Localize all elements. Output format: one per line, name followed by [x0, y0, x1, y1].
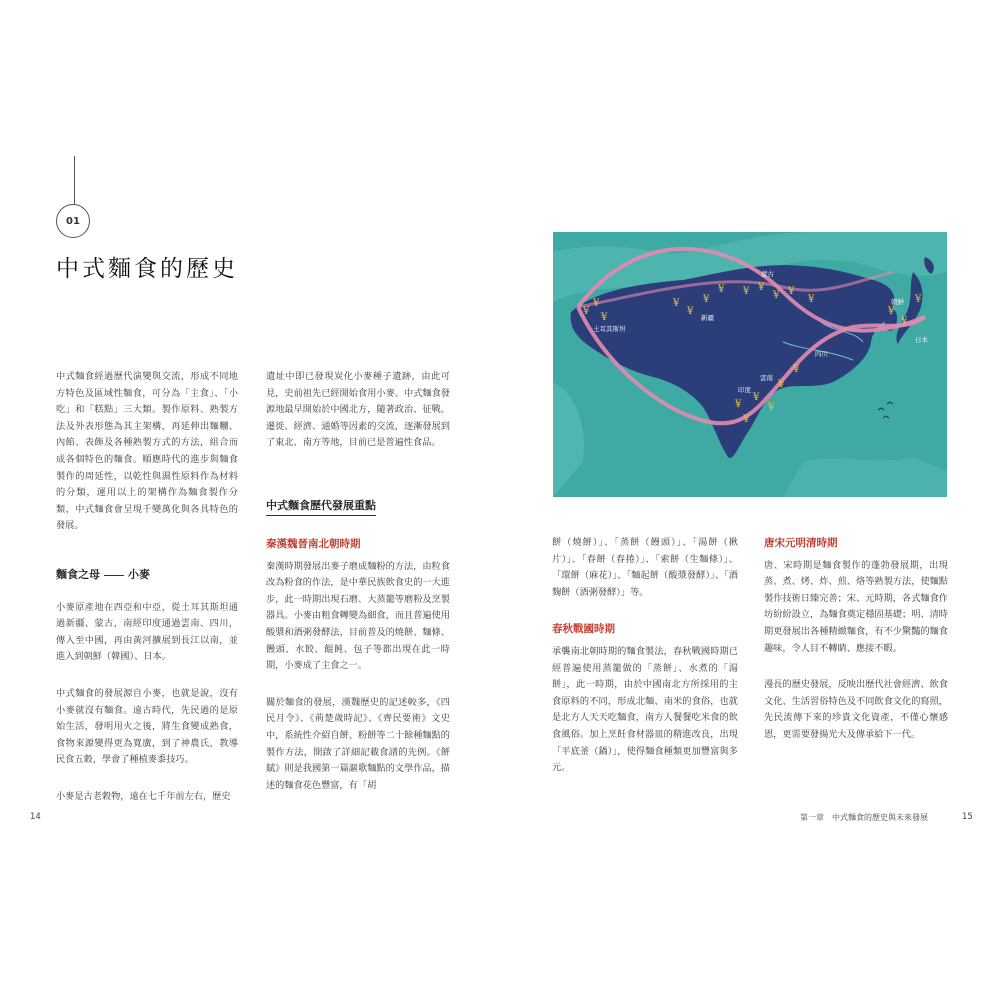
left-column-1 — [56, 369, 238, 825]
wheat-icon: ¥ — [901, 316, 908, 327]
running-footer: 第一章 中式麵食的歷史與未來發展 — [800, 813, 928, 822]
period-heading: 春秋戰國時期 — [552, 623, 615, 636]
wheat-icon: ¥ — [735, 399, 742, 410]
paragraph: 唐、宋時期是麵食製作的蓬勃發展期，出現蒸、煮、烤、炸、煎、烙等熟製方法，使麵點製作技術日臻完善；宋、元時期，各式麵食作坊紛紛設立，為麵食奠定穩固基礎；明、清時期更發展出各種精緻麵食，有不少驚豔的麵食趣味，令人目不轉睛、應接不暇。 — [764, 559, 948, 654]
map-label-mongolia: 蒙古 — [761, 270, 774, 278]
paragraph: 遺址中即已發現炭化小麥種子遺跡，由此可見，史前祖先已經開始食用小麥。中式麵食發源地最早開始於中國北方，隨著政治、征戰、遷徙、經濟、通婚等因素的交流，逐漸發展到了東北、南方等地，目前已是普遍性食品。 — [266, 371, 450, 449]
south-land — [783, 457, 947, 497]
map-label-sichuan: 四川 — [815, 350, 828, 358]
left-column-2-lower — [266, 536, 450, 814]
wheat-icon: ¥ — [743, 414, 750, 425]
wheat-icon: ¥ — [703, 294, 710, 305]
chapter-title: 中式麵食的歷史 — [56, 256, 238, 282]
right-column-1 — [552, 535, 738, 797]
chapter-divider-line — [74, 156, 75, 204]
intro-paragraph: 中式麵食經過歷代演變與交流，形成不同地方特色及區域性麵食，可分為「主食」、「小吃」和「糕點」三大類。製作原料、熟製方法及外表形態為其主架構，再延伸出麵糰、內餡、表飾及各種熟製方式的方法，組合而成各個特色的麵食。順應時代的進步與麵食製作的周延性，以乾性與濕性原料作為材料的分類，運用以上的架構作為麵食製作分類，中式麵食會呈現千變萬化與各具特色的發展。 — [56, 371, 238, 532]
map-label-yunnan: 雲南 — [760, 374, 773, 382]
paragraph: 承襲南北朝時期的麵食製法，春秋戰國時期已經普遍使用蒸籠做的「蒸餅」、水煮的「湯餅」，此一時期，由於中國南北方所採用的主食原料的不同，形成北麵、南米的食俗，也就是北方人天天吃麵食，南方人餐餐吃米食的飲食風俗。加上烹飪食材器皿的精進改良，出現「平底釜（鍋）」，使得麵食種類更加豐富與多元。 — [552, 645, 738, 774]
paragraph: 中式麵食的發展源自小麥，也就是說，沒有小麥就沒有麵食。遠古時代，先民過的是原始生活，發明用火之後，將生食變成熟食，食物來源變得更為寬廣，到了神農氏，教導民食五穀，學會了種植麥黍技巧。 — [56, 687, 238, 766]
section-heading-part-b: 小麥 — [128, 567, 150, 581]
wheat-icon: ¥ — [753, 392, 760, 403]
period-heading: 唐宋元明清時期 — [764, 537, 838, 549]
wheat-icon: ¥ — [601, 312, 608, 323]
paragraph: 小麥原產地在西亞和中亞，從土耳其斯坦通過新疆、蒙古，南經印度通過雲南、四川，傳入至中國，再由黃河擴展到長江以南，並進入到朝鮮（韓國）、日本。 — [56, 601, 238, 663]
map-label-india: 印度 — [738, 386, 751, 394]
left-column-2 — [266, 369, 450, 472]
heading-dash — [104, 575, 124, 576]
right-column-2 — [764, 535, 948, 764]
wheat-icon: ¥ — [793, 364, 800, 375]
wheat-spread-map — [553, 232, 947, 497]
wheat-icon: ¥ — [773, 290, 780, 301]
wheat-icon: ¥ — [718, 284, 725, 295]
wheat-icon: ¥ — [758, 282, 765, 293]
map-label-japan: 日本 — [915, 336, 928, 344]
paragraph: 餅（燒餅）」、「蒸餅（饅頭）」、「湯餅（揪片）」、「春餅（春捲）」、「索餅（生麵條）」、「環餅（麻花）」、「麵起餅（酸漿發酵）」、「酒麴餅（酒粥發酵）」等。 — [552, 537, 738, 598]
page-number-left: 14 — [30, 812, 41, 822]
map-label-turkestan: 土耳其斯坦 — [593, 325, 626, 333]
wheat-icon: ¥ — [915, 294, 922, 305]
paragraph: 小麥是古老穀物，遠在七千年前左右，歷史 — [56, 790, 231, 802]
section-heading-history-points: 中式麵食歷代發展重點 — [266, 497, 376, 516]
map-label-korea: 朝鮮 — [891, 298, 904, 306]
chapter-number-badge — [56, 204, 90, 238]
wheat-icon: ¥ — [778, 379, 785, 390]
paragraph: 漫長的歷史發展，反映出歷代社會經濟、飲食文化、生活習俗特色及不同飲食文化的寫照，先民流傳下來的珍貴文化資產，不僅心懷感恩，更需要發揚光大及傳承給下一代。 — [764, 679, 948, 740]
page-number-right: 15 — [962, 812, 973, 822]
wheat-icon: ¥ — [743, 286, 750, 297]
period-heading: 秦漢魏晉南北朝時期 — [266, 538, 361, 550]
paragraph: 關於麵食的發展，漢魏歷史的記述較多，《四民月令》、《荊楚歲時記》、《齊民要術》文史中，系統性介紹自餅、粉餅等二十餘種麵點的製作方法，開啟了詳細記載食譜的先例。《餅賦》則是我國第一篇謳歌麵點的文學作品，描述的麵食花色豐富，有「胡 — [266, 696, 450, 791]
wheat-icon: ¥ — [687, 306, 694, 317]
wheat-icon: ¥ — [888, 306, 895, 317]
wheat-icon: ¥ — [593, 298, 600, 309]
paragraph: 秦漢時期發展出麥子磨成麵粉的方法，由粒食改為粉食的作法，是中華民族飲食史的一大進步，此一時期出現石磨、大蒸籠等磨粉及烹製器具。小麥由粗食轉變為細食，而且普遍使用酸漿和酒粥發酵法，目前普及的燒餅、麵條、饅頭、水餃、餛飩、包子等都出現在此一時期，小麥成了主食之一。 — [266, 560, 450, 672]
chapter-number: 01 — [66, 215, 80, 227]
wheat-icon: ¥ — [583, 306, 590, 317]
wheat-icon: ¥ — [768, 402, 775, 413]
section-heading-part-a: 麵食之母 — [56, 567, 100, 581]
wheat-icon: ¥ — [788, 286, 795, 297]
wheat-icon: ¥ — [808, 294, 815, 305]
map-label-xinjiang: 新疆 — [701, 314, 714, 322]
section-heading-wheat — [56, 567, 238, 584]
wheat-icon: ¥ — [673, 298, 680, 309]
